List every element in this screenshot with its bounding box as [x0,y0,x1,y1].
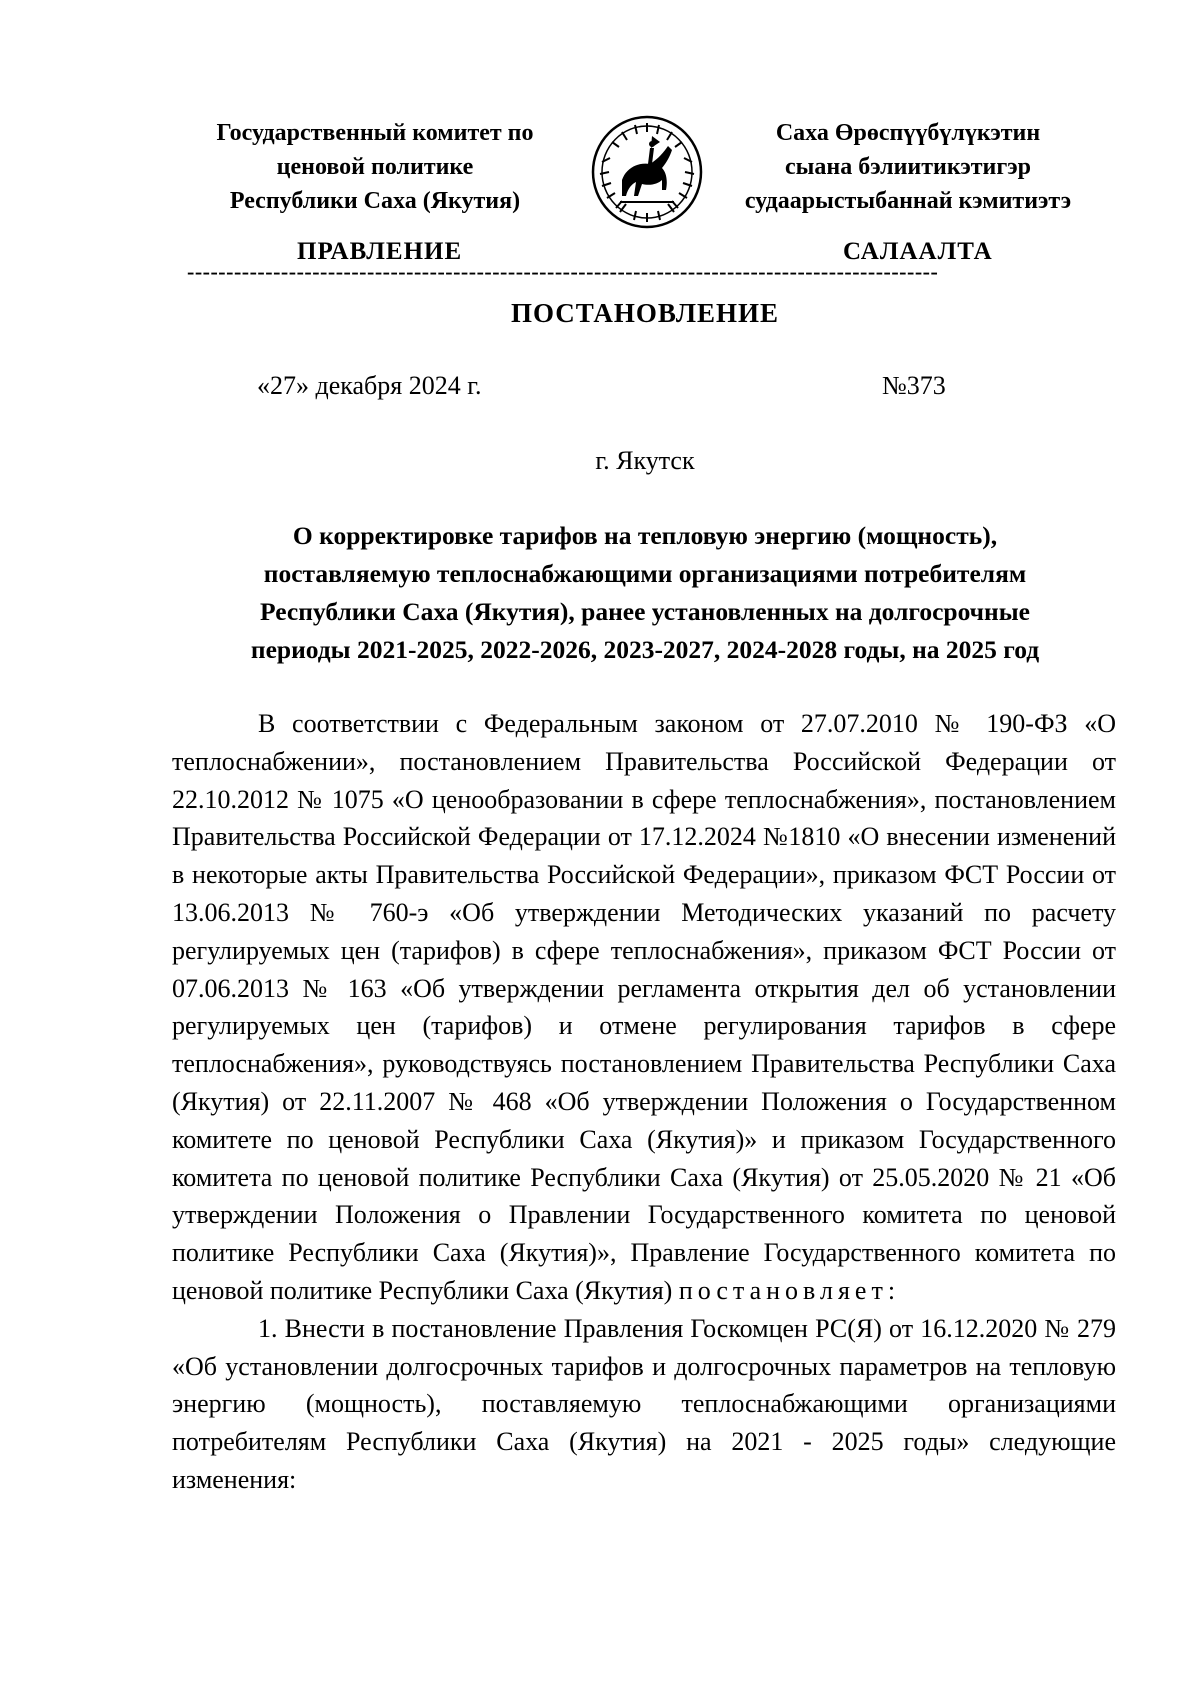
document-title: ПОСТАНОВЛЕНИЕ [510,298,780,328]
committee-ru-line2: ценовой политике [276,154,474,180]
committee-ru-line1: Государственный комитет по [216,120,534,146]
document-subject [170,517,1120,669]
preamble-text: В соответствии с Федеральным законом от 27.07.2010 № 190-ФЗ «О теплоснабжении», постановлением Правительства Российской Федерации от 22.10.2012 № 1075 «О ценообразовании в сфере теплоснабжения», постановлением Правительства Российской Федерации от 17.12.2024 №1810 «О внесении изменений в некоторые акты Правительства Российской Федерации», приказом ФСТ России от 13.06.2013 № 760-э «Об утверждении Методических указаний по расчету регулируемых цен (тарифов) в сфере теплоснабжения», приказом ФСТ России от 07.06.2013 № 163 «Об утверждении регламента открытия дел об установлении регулируемых цен (тарифов) и отмене регулирования тарифов в сфере теплоснабжения», руководствуясь постановлением Правительства Республики Саха (Якутия) от 22.11.2007 № 468 «Об утверждении Положения о Государственном комитете по ценовой Республики Саха (Якутия)» и приказом Государственного комитета по ценовой политике Республики Саха (Якутия) от 25.05.2020 № 21 «Об утверждении Положения о Правлении Государственного комитета по ценовой политике Республики Саха (Якутия)», Правление Государственного комитета по ценовой политике Республики Саха (Якутия) [172,709,1116,1305]
committee-ru-line3: Республики Саха (Якутия) [229,188,521,214]
subject-line1: О корректировке тарифов на тепловую энергию (мощность), [292,521,998,550]
document-city: г. Якутск [595,446,695,475]
resolves-word: постановляет: [678,1275,901,1305]
document-number: №373 [882,371,946,400]
preamble-paragraph [172,705,1116,1310]
committee-name-russian [165,116,585,218]
subject-line2: поставляемую теплоснабжающими организациями потребителям [263,559,1027,588]
item-1-paragraph: 1. Внести в постановление Правления Госкомцен РС(Я) от 16.12.2020 № 279 «Об установлении долгосрочных тарифов и долгосрочных параметров на тепловую энергию (мощность), поставляемую теплоснабжающими организациями потребителям Республики Саха (Якутия) на 2021 - 2025 годы» следующие изменения: [172,1313,1116,1494]
document-date: «27» декабря 2024 г. [257,371,482,400]
board-label-sakha: САЛААЛТА [843,238,993,265]
sakha-coat-of-arms-icon [590,112,704,230]
header-separator: ------------------------------------------------------------------------------------------------ [187,262,939,282]
subject-line4: периоды 2021-2025, 2022-2026, 2023-2027, 2024-2028 годы, на 2025 год [250,635,1040,664]
board-label-russian: ПРАВЛЕНИЕ [297,238,463,265]
committee-name-sakha [708,116,1108,218]
committee-sah-line1: Саха Өрөспүүбүлүкэтин [775,120,1041,146]
document-body [172,705,1116,1499]
subject-line3: Республики Саха (Якутия), ранее установленных на долгосрочные [260,597,1030,626]
committee-sah-line2: сыана бэлиитикэтигэр [784,154,1031,180]
committee-sah-line3: судаарыстыбаннай кэмитиэтэ [744,188,1072,214]
